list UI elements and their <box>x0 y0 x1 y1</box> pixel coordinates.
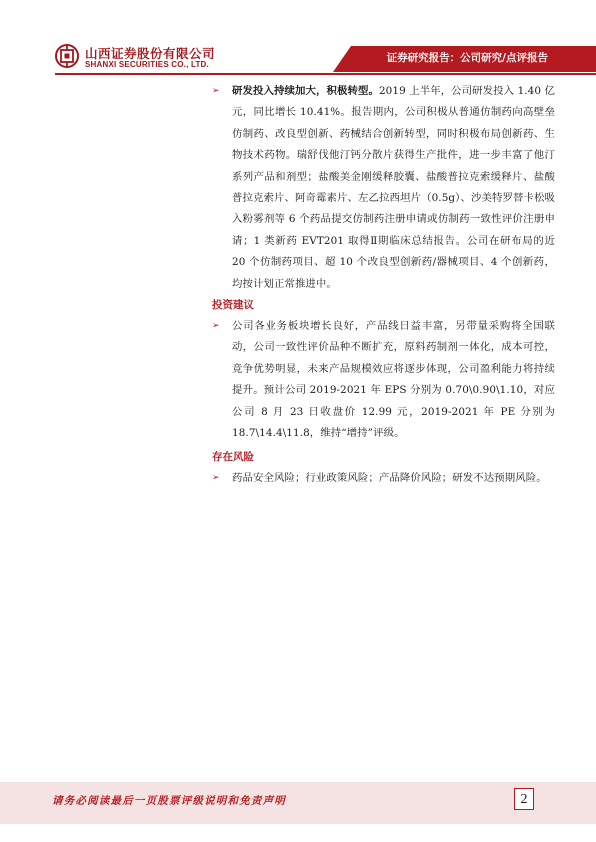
risk-bullet <box>212 468 555 489</box>
invest-bullet <box>212 316 555 444</box>
arrow-bullet-icon: ➢ <box>212 86 220 96</box>
header-rule <box>55 73 596 75</box>
footer-disclaimer: 请务必阅读最后一页股票评级说明和免责声明 <box>52 795 286 807</box>
main-content <box>212 80 555 489</box>
rd-text: 2019 上半年，公司研发投入 1.40 亿元，同比增长 10.41%。报告期内，公司积极从普通仿制药向高壁垒仿制药、改良型创新、药械结合创新转型，同时积极布局创新药、生物技术药物。瑞舒伐他汀钙分散片获得生产批件，进一步丰富了他汀系列产品和剂型；盐酸美金刚缓释胶囊、盐酸普拉克索缓释片、盐酸普拉克索片、阿奇霉素片、左乙拉西坦片（0.5g）、沙美特罗替卡松吸入粉雾剂等 6 个药品提交仿制药注册申请或仿制药一致性评价注册申请；1 类新药 EVT201 取得Ⅱ期临床总结报告。公司在研布局的近 20 个仿制药项目、超 10 个改良型创新药/器械项目、4 个创新药，均按计划正常推进中。 <box>232 85 556 290</box>
rd-bullet <box>212 81 555 295</box>
rd-lead: 研发投入持续加大，积极转型。 <box>232 85 379 97</box>
rd-paragraph <box>232 81 555 295</box>
company-name-en: SHANXI SECURITIES CO., LTD. <box>85 60 209 69</box>
page-number: 2 <box>514 788 534 810</box>
invest-paragraph: 公司各业务板块增长良好，产品线日益丰富，另带量采购将全国联动，公司一致性评价品种不断扩充，原料药制剂一体化，成本可控，竞争优势明显，未来产品规模效应将逐步体现，公司盈利能力将持续提升。预计公司 2019-2021 年 EPS 分别为 0.70\0.90\1.10，对应公司 8 月 23 日收盘价 12.99 元，2019-2021 年 PE 分别为 18.7\14.4\11.8，维持“增持”评级。 <box>232 320 555 440</box>
invest-title: 投资建议 <box>212 299 254 312</box>
company-name-cn: 山西证券股份有限公司 <box>85 46 216 61</box>
arrow-bullet-icon: ➢ <box>212 472 220 483</box>
company-logo-icon <box>55 44 79 68</box>
report-type: 证券研究报告：公司研究/点评报告 <box>386 52 548 64</box>
arrow-bullet-icon: ➢ <box>212 321 220 332</box>
risk-title: 存在风险 <box>212 450 254 463</box>
risk-paragraph: 药品安全风险；行业政策风险；产品降价风险；研发不达预期风险。 <box>232 471 547 484</box>
page-header <box>0 0 596 80</box>
